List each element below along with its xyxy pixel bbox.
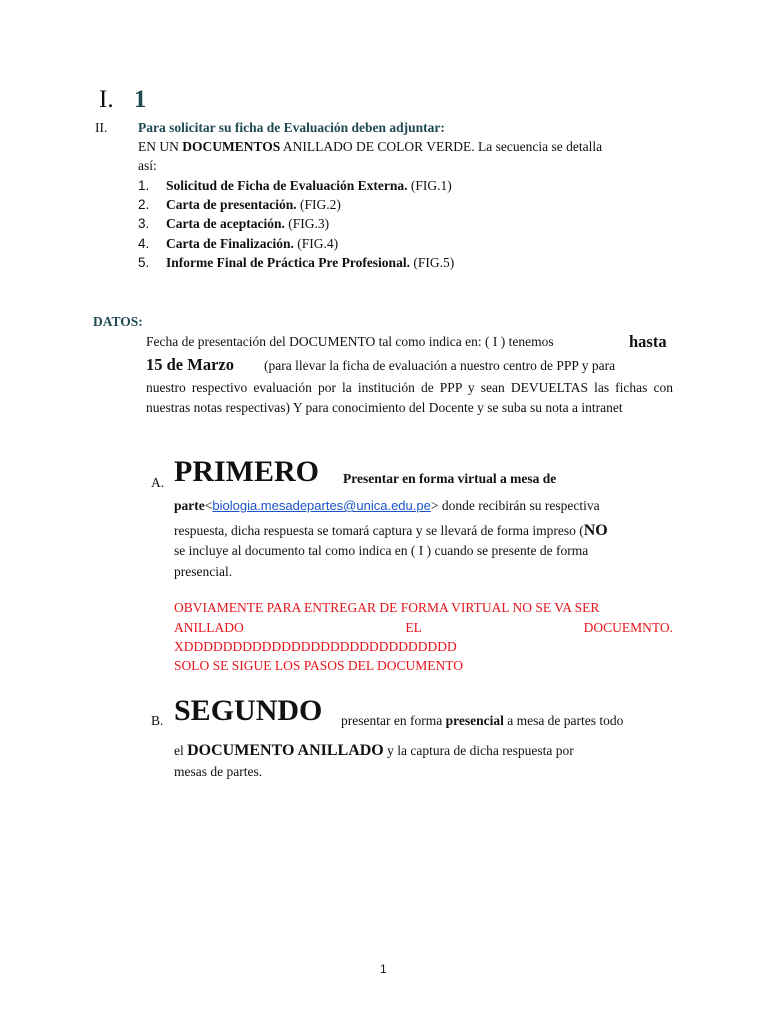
- datos-body: nuestro respectivo evaluación por la institución de PPP y sean DEVUELTAS las fichas con nuestras notas respectivas) Y para conocimiento del Docente y se suba su nota a intranet: [146, 380, 673, 415]
- step-a-letter: A.: [151, 475, 165, 490]
- list-item: 4. Carta de Finalización. (FIG.4): [138, 236, 339, 251]
- list-item: 3. Carta de aceptación. (FIG.3): [138, 216, 330, 231]
- list-item: 5. Informe Final de Práctica Pre Profesional. (FIG.5): [138, 255, 455, 270]
- step-a-subtitle: Presentar en forma virtual a mesa de: [343, 471, 557, 486]
- section-1-number: 1: [133, 86, 147, 113]
- warning-line2: ANILLADO EL DOCUEMNTO.: [174, 620, 673, 635]
- section-2-intro-line2: así:: [138, 158, 157, 173]
- warning-line4: SOLO SE SIGUE LOS PASOS DEL DOCUMENTO: [174, 658, 464, 673]
- step-b-title: SEGUNDO: [174, 694, 323, 727]
- datos-label: DATOS:: [93, 314, 143, 329]
- section-1-numeral: I.: [99, 86, 114, 113]
- datos-deadline: 15 de Marzo: [146, 355, 234, 374]
- datos-line2: (para llevar la ficha de evaluación a nuestro centro de PPP y para: [264, 358, 616, 373]
- warning-line1: OBVIAMENTE PARA ENTREGAR DE FORMA VIRTUAL NO SE VA SER: [174, 600, 600, 615]
- list-item: 1. Solicitud de Ficha de Evaluación Externa. (FIG.1): [138, 178, 452, 193]
- warning-line3: XDDDDDDDDDDDDDDDDDDDDDDDDDDDD: [174, 639, 457, 654]
- datos-line1: Fecha de presentación del DOCUMENTO tal como indica en: ( I ) tenemos: [146, 334, 554, 349]
- step-b-line1: presentar en forma presencial a mesa de partes todo: [341, 713, 624, 728]
- section-2-numeral: II.: [95, 120, 108, 135]
- list-item: 2. Carta de presentación. (FIG.2): [138, 197, 341, 212]
- section-1-heading: [99, 86, 146, 114]
- section-2-intro: EN UN DOCUMENTOS ANILLADO DE COLOR VERDE. La secuencia se detalla: [138, 139, 603, 154]
- step-a-line5: presencial.: [174, 564, 233, 579]
- step-a-title: PRIMERO: [174, 455, 319, 488]
- step-a-line2: parte<biologia.mesadepartes@unica.edu.pe> donde recibirán su respectiva: [174, 498, 600, 513]
- step-b-line3: mesas de partes.: [174, 764, 263, 779]
- step-a-line3: respuesta, dicha respuesta se tomará captura y se llevará de forma impreso (NO: [174, 522, 608, 539]
- datos-hasta: hasta: [629, 332, 667, 351]
- section-2-heading: Para solicitar su ficha de Evaluación deben adjuntar:: [138, 120, 445, 135]
- page-number: 1: [380, 962, 387, 976]
- step-b-letter: B.: [151, 713, 164, 728]
- step-b-line2: el DOCUMENTO ANILLADO y la captura de dicha respuesta por: [174, 742, 574, 759]
- step-a-line4: se incluye al documento tal como indica en ( I ) cuando se presente de forma: [174, 543, 589, 558]
- email-link[interactable]: biologia.mesadepartes@unica.edu.pe: [212, 498, 431, 513]
